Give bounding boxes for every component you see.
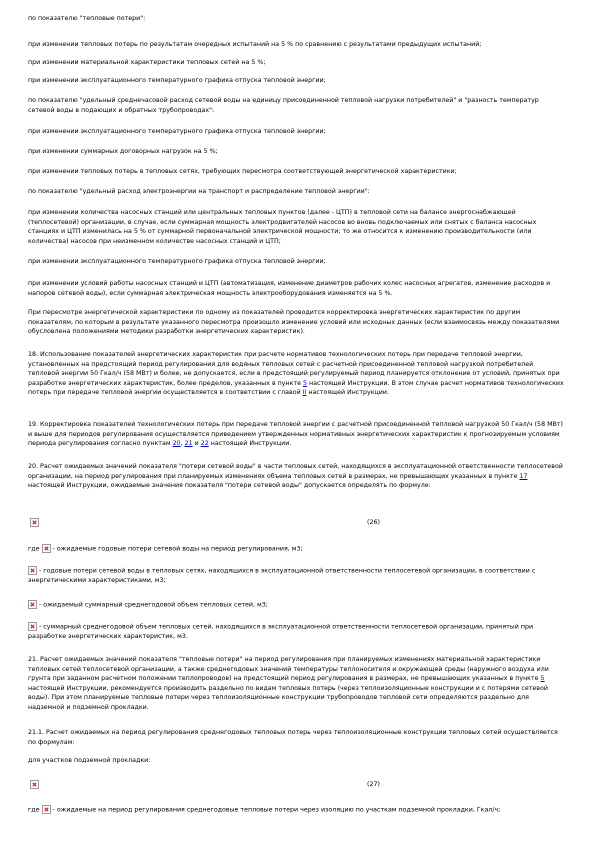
- cross-reference-link[interactable]: 22: [200, 440, 209, 448]
- broken-image-icon: [28, 600, 37, 609]
- paragraph: 18. Использование показателей энергетических характеристик при расчете нормативов технологических потерь при передаче тепловой энергии, установленных на предстоящий период регулирования для водяных тепловых сетей с расчетной присоединенной тепловой нагрузкой потребителей тепловой энергии 50 Гкал/ч (58 МВт) и более, не допускается, если в предстоящий регулируемый период планируется отклонение от условий, принятых при разработке энергетических характеристик, более пределов, указанных в пункте 5 настоящей Инструкции. В этом случае расчет нормативов технологических потерь при передаче тепловой энергии осуществляется в соответствии с главой II настоящей Инструкции.: [28, 351, 564, 397]
- paragraph: - суммарный среднегодовой объем тепловых сетей, находящихся в эксплуатационной ответственности теплосетевой организации, принятый при разработке энергетических характеристик, м3.: [28, 623, 534, 641]
- paragraph: по показателю "тепловые потери":: [28, 15, 146, 22]
- broken-image-icon: [28, 622, 37, 631]
- paragraph: при изменении эксплуатационного температурного графика отпуска тепловой энергии;: [28, 77, 326, 84]
- paragraph: при изменении тепловых потерь по результатам очередных испытаний на 5 % по сравнению с результатами предыдущих испытаний;: [28, 41, 482, 48]
- formula-number-26: (26): [367, 519, 380, 526]
- formula-26-image-icon: [30, 518, 39, 527]
- paragraph: при изменении суммарных договорных нагрузок на 5 %;: [28, 148, 218, 155]
- paragraph: 20. Расчет ожидаемых значений показателя "потери сетевой воды" в части тепловых сетей, находящихся в эксплуатационной ответственности теплосетевой организации, на период регулирования при планируемых изменениях объема тепловых сетей в размерах, не превышающих указанных в пункте 17 настоящей Инструкции, ожидаемые значения показателя "потери сетевой воды" допускается определять по формуле:: [28, 463, 563, 490]
- paragraph: при изменении материальной характеристики тепловых сетей на 5 %;: [28, 59, 266, 66]
- paragraph: по показателю "удельный среднечасовой расход сетевой воды на единицу присоединенной тепловой нагрузки потребителей" и "разность температур сетевой воды в подающих и обратных трубопроводах":: [28, 97, 539, 114]
- paragraph: при изменении эксплуатационного температурного графика отпуска тепловой энергии;: [28, 128, 326, 135]
- paragraph: - ожидаемый суммарный среднегодовой объем тепловых сетей, м3;: [28, 600, 566, 610]
- paragraph: где - ожидаемые годовые потери сетевой воды на период регулирования, м3;: [28, 545, 303, 553]
- paragraph: 19. Корректировка показателей технологических потерь при передаче тепловой энергии с расчетной присоединенной тепловой нагрузкой 50 Гкал/ч (58 МВт) и выше для периодов регулирования осуществляется приведением утвержденных нормативных энергетических характеристик к прогнозируемым условиям периода регулирования согласно пунктам 20, 21 и 22 настоящей Инструкции.: [28, 421, 563, 448]
- broken-image-icon: [28, 566, 37, 575]
- paragraph: при изменении эксплуатационного температурного графика отпуска тепловой энергии;: [28, 258, 326, 265]
- broken-image-icon: [42, 805, 51, 814]
- paragraph: при изменении тепловых потерь в тепловых сетях, требующих пересмотра соответствующей энергетической характеристики;: [28, 168, 457, 175]
- paragraph: для участков подземной прокладки:: [28, 757, 151, 764]
- paragraph: при изменении количества насосных станций или центральных тепловых пунктов (далее - ЦТП) в тепловой сети на балансе энергоснабжающей (теплосетевой) организации, в случае, если суммарная мощность электродвигателей насосов во вновь подключаемых или снятых с баланса насосных станциях и ЦТП изменилась на 5 % от суммарной первоначальной электрической мощности; то же относится к изменению производительности (или количества) насосов при неизменном количестве насосных станций и ЦТП;: [28, 209, 537, 245]
- paragraph: при изменении условий работы насосных станций и ЦТП (автоматизация, изменение диаметров рабочих колес насосных агрегатов, изменение расходов и напоров сетевой воды), если суммарная электрическая мощность электрооборудования изменяется на 5 %.: [28, 280, 551, 297]
- paragraph: где - ожидаемые на период регулирования среднегодовые тепловые потери через изоляцию по участкам подземной прокладки, Гкал/ч;: [28, 806, 501, 814]
- formula-27-image-icon: [30, 780, 39, 789]
- broken-image-icon: [42, 544, 51, 553]
- cross-reference-link[interactable]: 5: [540, 675, 545, 683]
- paragraph: При пересмотре энергетической характеристики по одному из показателей проводится корректировка энергетических характеристик по другим показателям, по которым в результате указанного пересмотра произошло изменение условий или исходных данных (если взаимосвязь между показателями обусловлена положениями методики разработки энергетических характеристик).: [28, 309, 560, 336]
- cross-reference-link[interactable]: 17: [519, 472, 528, 480]
- paragraph: 21. Расчет ожидаемых значений показателя "тепловые потери" на период регулирования при планируемых изменениях материальной характеристики тепловых сетей теплосетевой организации, а также среднегодовых значений температуры теплоносителя и окружающей среды (наружного воздуха или грунта при заданном расчетном положении теплопроводов) на предстоящий период регулирования в размерах, не превышающих указанных в пункте 5 настоящей Инструкции, рекомендуется производить раздельно по видам тепловых потерь (через теплоизоляционные конструкции и с потерями сетевой воды). При этом планируемые тепловые потери через теплоизоляционные конструкции трубопроводов тепловой сети определяются раздельно для надземной и подземной прокладки.: [28, 656, 549, 711]
- cross-reference-link[interactable]: II: [302, 389, 307, 397]
- formula-number-27: (27): [367, 781, 380, 788]
- cross-reference-link[interactable]: 20: [172, 440, 181, 448]
- cross-reference-link[interactable]: 21: [184, 440, 193, 448]
- paragraph: 21.1. Расчет ожидаемых на период регулирования среднегодовых тепловых потерь через теплоизоляционные конструкции тепловых сетей осуществляется по формулам:: [28, 729, 558, 746]
- cross-reference-link[interactable]: 5: [302, 379, 307, 387]
- paragraph: по показателю "удельный расход электроэнергии на транспорт и распределение тепловой энергии":: [28, 188, 370, 195]
- paragraph: - годовые потери сетевой воды в тепловых сетях, находящихся в эксплуатационной ответственности теплосетевой организации, в соответствии с энергетическими характеристиками, м3;: [28, 567, 536, 585]
